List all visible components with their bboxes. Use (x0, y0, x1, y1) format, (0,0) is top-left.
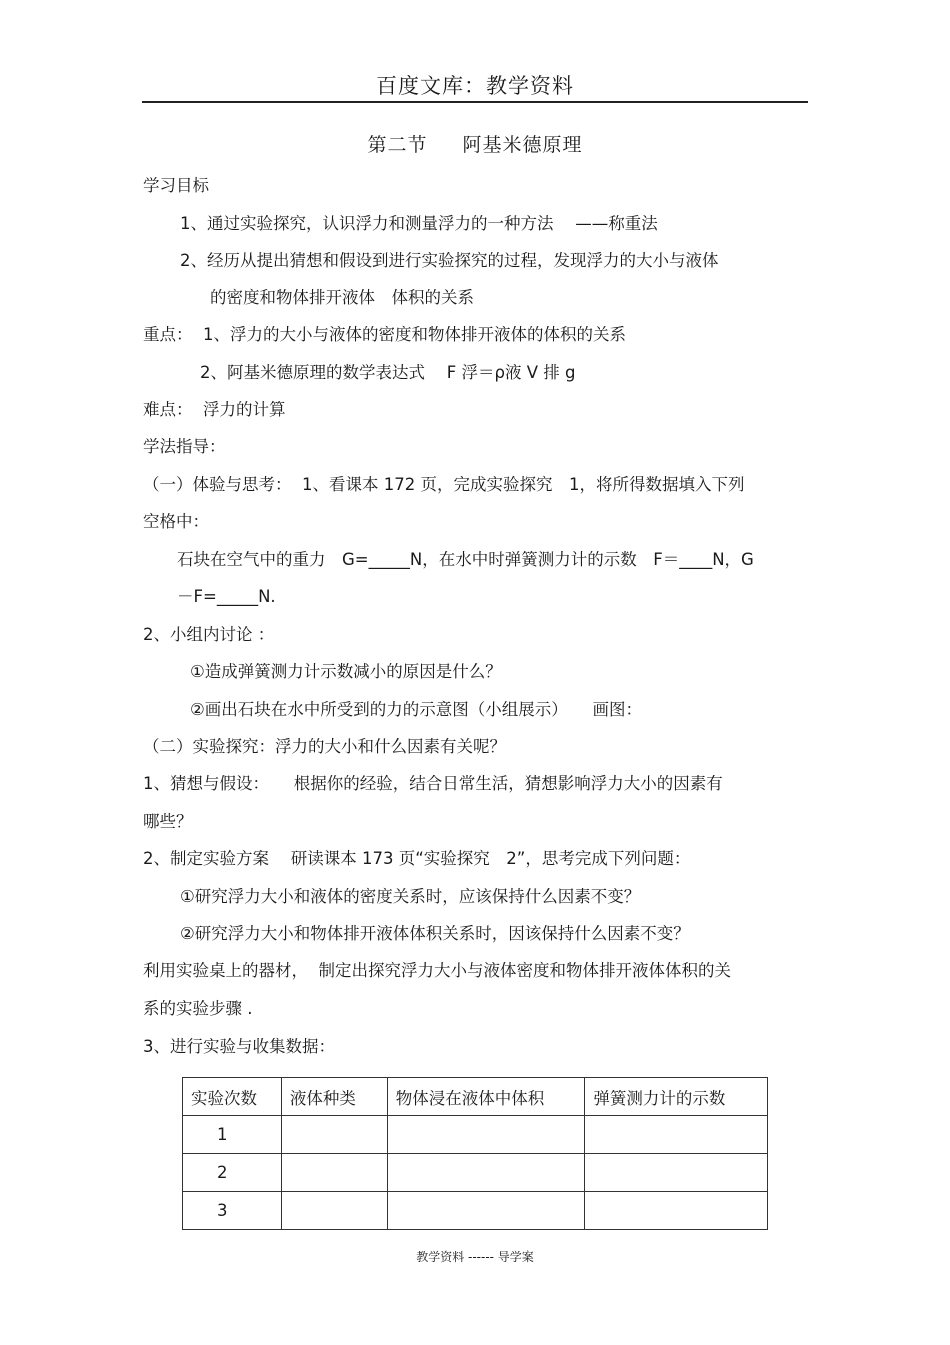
goal-item-2: 2、经历从提出猜想和假设到进行实验探究的过程，发现浮力的大小与液体 (180, 251, 719, 270)
group-discussion-heading: 2、小组内讨论 ： (143, 625, 275, 644)
equipment-line: 利用实验桌上的器材， 制定出探究浮力大小与液体密度和物体排开液体体积的关 (143, 961, 731, 980)
stone-weight-line: 石块在空气中的重力 G=_____N，在水中时弹簧测力计的示数 F＝____N，G (177, 550, 754, 569)
table-header-row (183, 1078, 768, 1116)
data-collection-heading: 3、进行实验与收集数据： (143, 1037, 335, 1056)
column-header-immersed-volume: 物体浸在液体中体积 (387, 1078, 585, 1116)
difficulty-line: 难点： 浮力的计算 (143, 400, 286, 419)
trial-number-cell: 2 (183, 1154, 282, 1192)
page-header-title: 百度文库：教学资料 (376, 74, 574, 98)
immersed-volume-cell (387, 1192, 585, 1230)
experience-section-cont: 空格中： (143, 512, 209, 531)
key-point-1: 重点： 1、浮力的大小与液体的密度和物体排开液体的体积的关系 (143, 325, 626, 344)
discussion-question-2: ②画出石块在水中所受到的力的示意图（小组展示） 画图： (190, 700, 643, 719)
goal-item-1: 1、通过实验探究，认识浮力和测量浮力的一种方法 ——称重法 (180, 214, 658, 233)
discussion-question-1: ①造成弹簧测力计示数减小的原因是什么？ (190, 662, 502, 681)
hypothesis-line: 1、猜想与假设： 根据你的经验，结合日常生活，猜想影响浮力大小的因素有 (143, 774, 723, 793)
plan-line: 2、制定实验方案 研读课本 173 页“实验探究 2”，思考完成下列问题： (143, 849, 691, 868)
table-row (183, 1192, 768, 1230)
equipment-cont: 系的实验步骤 . (143, 999, 253, 1018)
hypothesis-cont: 哪些？ (143, 812, 193, 831)
scale-reading-cell (585, 1154, 768, 1192)
immersed-volume-cell (387, 1154, 585, 1192)
scale-reading-cell (585, 1192, 768, 1230)
plan-question-1: ①研究浮力大小和液体的密度关系时，应该保持什么因素不变？ (180, 887, 641, 906)
experience-section-line: （一）体验与思考： 1、看课本 172 页，完成实验探究 1，将所得数据填入下列 (143, 475, 745, 494)
trial-number-cell: 3 (183, 1192, 282, 1230)
table-row (183, 1116, 768, 1154)
section-title: 第二节 阿基米德原理 (367, 134, 583, 156)
column-header-scale-reading: 弹簧测力计的示数 (585, 1078, 768, 1116)
liquid-type-cell (281, 1154, 387, 1192)
column-header-trial: 实验次数 (183, 1078, 282, 1116)
header-divider (142, 101, 808, 103)
table-row (183, 1154, 768, 1192)
column-header-liquid-type: 液体种类 (281, 1078, 387, 1116)
scale-reading-cell (585, 1116, 768, 1154)
learning-goals-heading: 学习目标 (143, 176, 209, 195)
immersed-volume-cell (387, 1116, 585, 1154)
liquid-type-cell (281, 1116, 387, 1154)
experiment-section-heading: （二）实验探究：浮力的大小和什么因素有关呢？ (143, 737, 506, 756)
page-footer: 教学资料 ------ 导学案 (416, 1250, 534, 1264)
stone-weight-cont: －F=_____N. (177, 587, 276, 606)
key-point-2: 2、阿基米德原理的数学表达式 F 浮＝ρ液 V 排 g (200, 363, 576, 382)
plan-question-2: ②研究浮力大小和物体排开液体体积关系时，因该保持什么因素不变？ (180, 924, 690, 943)
trial-number-cell: 1 (183, 1116, 282, 1154)
liquid-type-cell (281, 1192, 387, 1230)
experiment-data-table (182, 1077, 768, 1230)
study-guide-heading: 学法指导： (143, 437, 226, 456)
goal-item-2-cont: 的密度和物体排开液体 体积的关系 (210, 288, 474, 307)
